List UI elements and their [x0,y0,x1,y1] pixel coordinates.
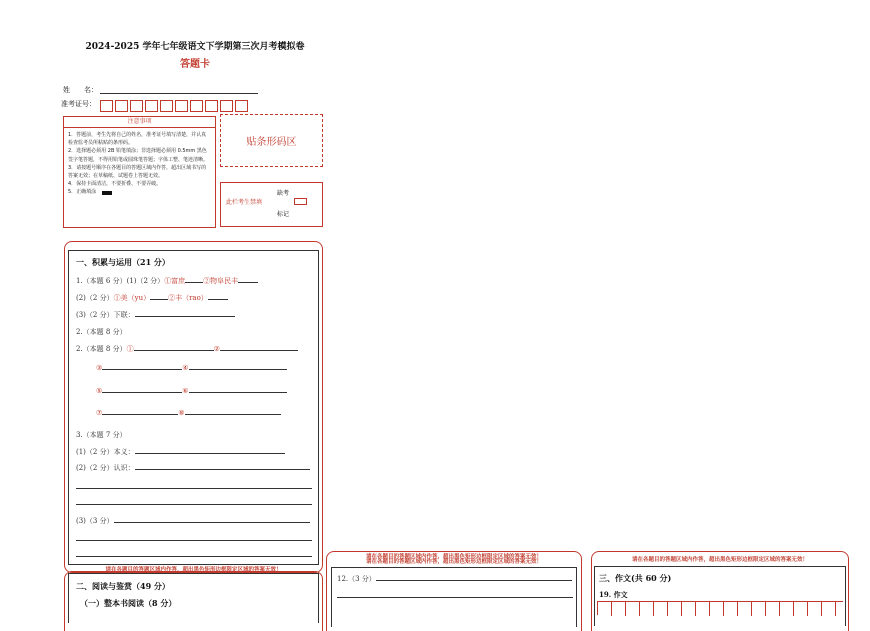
notice-item: 2．选择题必须用 2B 铅笔填涂；非选择题必须用 0.5mm 黑色签字笔答题，不得用铅笔或圆珠笔答题；字体工整、笔迹清晰。 [68,148,209,163]
answer-sheet-subtitle: 答题卡 [180,59,210,70]
barcode-label: 贴条形码区 [246,137,297,148]
absent-mark-box [220,182,323,227]
question-2-heading: 2.（本题 8 分） [76,328,127,336]
exam-id-label: 准考证号： [61,100,96,108]
barcode-area [220,114,323,167]
notice-item: 4．保持卡面清洁，不要折叠、不要弄破。 [68,181,162,188]
blank-row-5-6: ⑤ ⑥ [96,387,287,395]
answer-line[interactable] [76,504,312,505]
section3-heading: 三、作文(共 60 分) [599,573,672,583]
question-2: 2.（本题 8 分）① ② [76,344,298,354]
absent-checkbox[interactable] [294,198,307,205]
notice-item: 3．请按题号顺序在各题目的答题区域内作答，超出区域书写的答案无效；在草稿纸、试题卷上答题无效。 [68,164,207,180]
filled-sample-icon [102,191,112,195]
name-field[interactable] [100,93,258,94]
warning-middle: 请在各题目的答题区域内作答，超出黑色矩形边框限定区域的答案无效！ [365,554,542,560]
blank-row-3-4: ③ ④ [96,364,287,372]
mark-label: 标记 [277,211,290,218]
blank-row-7-8: ⑦ ⑧ [96,409,281,417]
exam-id-boxes[interactable] [100,97,275,111]
question-3-3: (3)（3 分） [76,516,310,526]
question-3-2: (2)（2 分）认识： [76,463,310,473]
answer-line[interactable] [76,488,312,489]
notice-box [63,116,216,228]
notice-item: 5．正确填涂 [68,189,97,196]
answer-line[interactable] [76,540,312,541]
paper-title: 2024-2025 学年七年级语文下学期第三次月考模拟卷 [85,42,305,52]
warning-left: 请在各题目的答题区域内作答，超出黑色矩形边框限定区域的答案无效！ [105,567,282,573]
absent-label: 缺考 [277,190,290,197]
question-12: 12.（3 分） [337,574,572,584]
question-1-2: (2)（2 分）①美（yu） ②丰（rao） [76,293,228,303]
question-1-3: (3)（2 分）下联： [76,310,235,320]
name-label: 姓 名： [63,86,98,94]
question-3-1: (1)（2 分）本义： [76,447,285,457]
composition-grid[interactable] [597,601,843,615]
section2-sub: （一）整本书阅读（8 分） [80,598,177,608]
question-1-1: 1.（本题 6 分）(1)（2 分）①富庶 ②物阜民丰 [76,276,258,286]
section2-heading: 二、阅读与鉴赏（49 分） [76,581,170,591]
section1-heading: 一、积累与运用（21 分） [76,257,170,267]
question-19: 19. 作文 [599,590,628,599]
absent-forbidden-label: 此栏考生禁填 [226,199,263,206]
question-3-heading: 3.（本题 7 分） [76,431,127,439]
warning-middle-2: 请在各题目的答题区域内作答，超出黑色矩形边框限定区域的答案无效！ [365,559,542,565]
answer-line[interactable] [337,597,573,598]
answer-line[interactable] [76,556,312,557]
notice-title: 注意事项 [64,117,215,128]
notice-item: 1．答题前，考生先将自己的姓名，准考证号填写清楚，并认真检查监考员所粘贴的条形码。 [68,132,207,147]
warning-right: 请在各题目的答题区域内作答，超出黑色矩形边框限定区域的答案无效！ [631,557,808,563]
